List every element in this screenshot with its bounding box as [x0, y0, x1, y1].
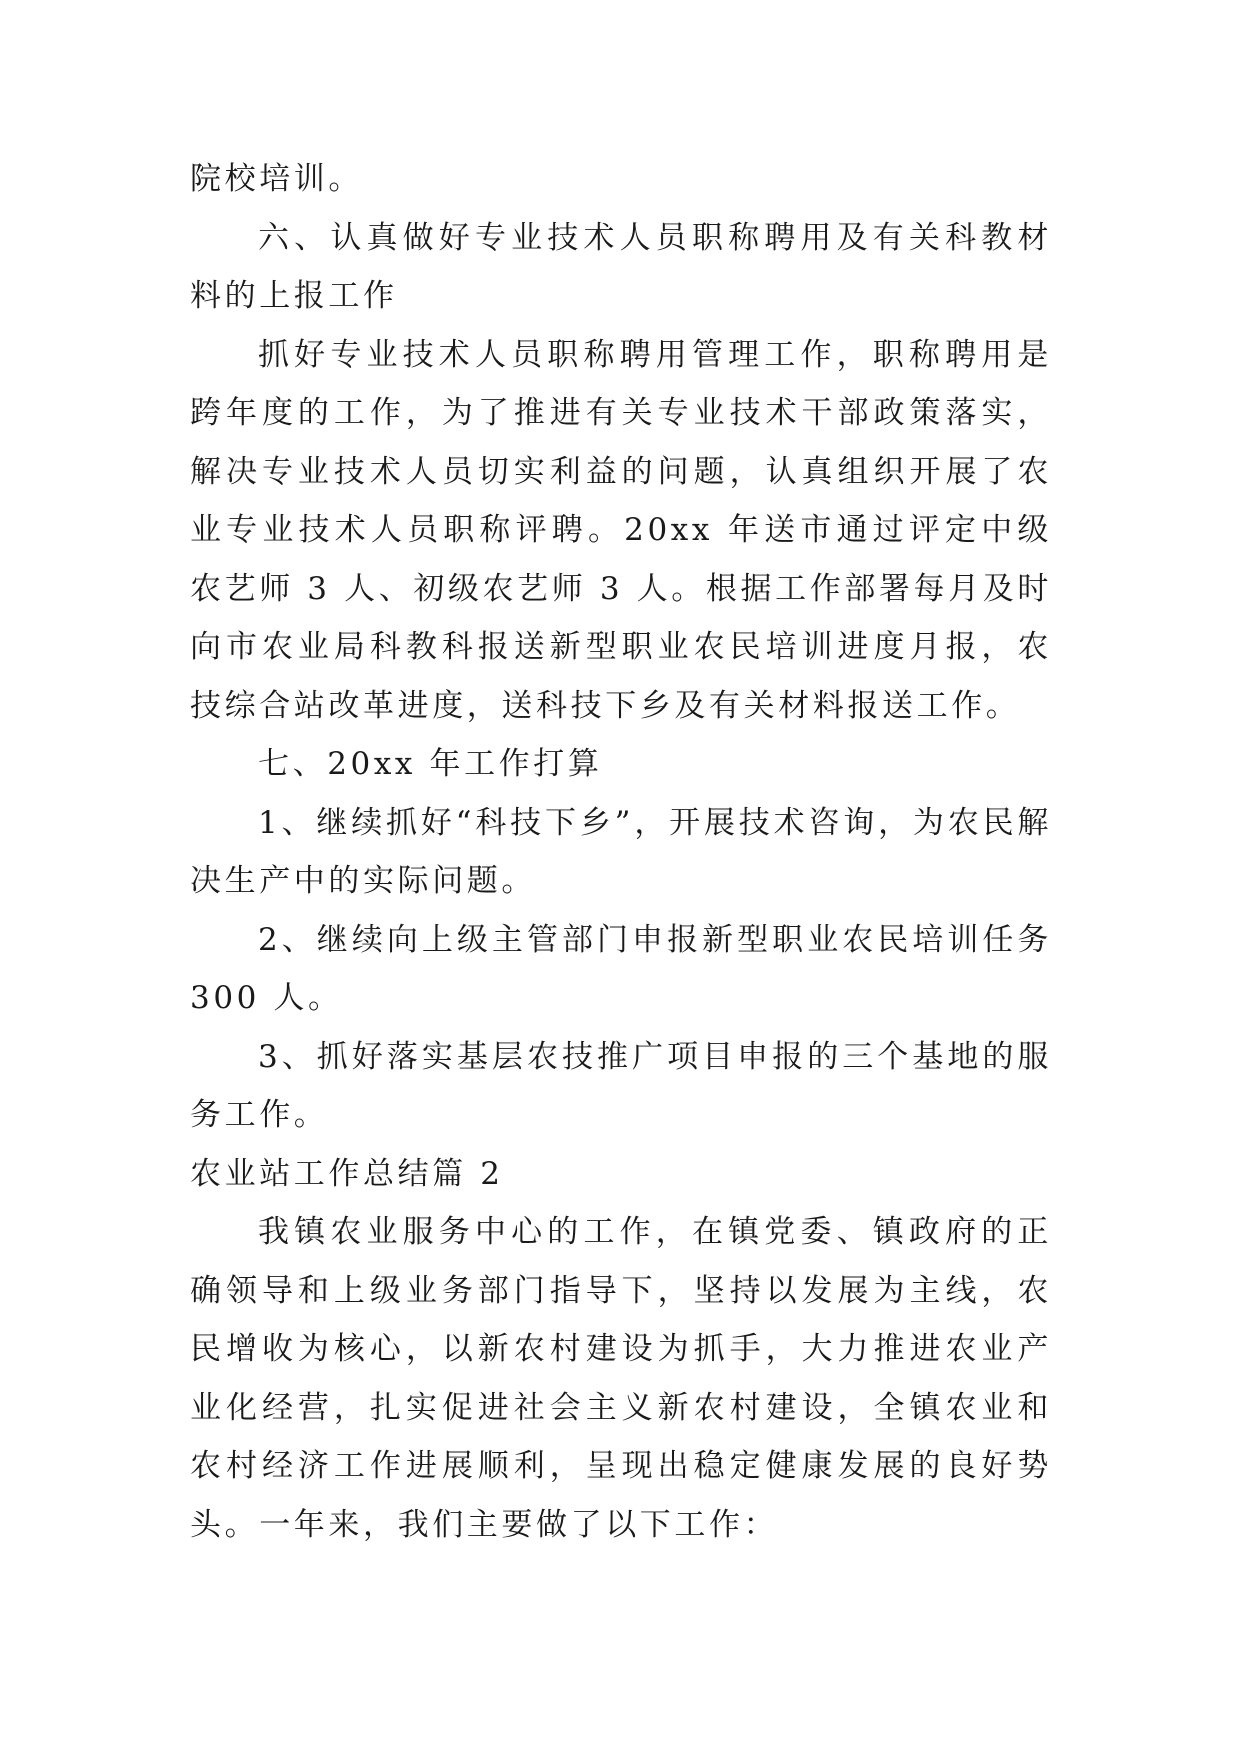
- section-heading-seven: 七、20xx 年工作打算: [258, 746, 603, 782]
- section-heading-six: 六、认真做好专业技术人员职称聘用及有关科教材料的上报工作: [190, 219, 1052, 314]
- paragraph-training-end: 院校培训。: [190, 161, 363, 197]
- plan-item-2: 2、继续向上级主管部门申报新型职业农民培训任务 300 人。: [190, 921, 1052, 1016]
- paragraph-title-appointment: 抓好专业技术人员职称聘用管理工作，职称聘用是跨年度的工作，为了推进有关专业技术干部政策落实，解决专业技术人员切实利益的问题，认真组织开展了农业专业技术人员职称评聘。20xx 年送市通过评定中级农艺师 3 人、初级农艺师 3 人。根据工作部署每月及时向市农业局科教科报送新型职业农民培训进度月报，农技综合站改革进度，送科技下乡及有关材料报送工作。: [190, 336, 1052, 724]
- plan-item-3: 3、抓好落实基层农技推广项目申报的三个基地的服务工作。: [190, 1038, 1052, 1133]
- article-title-2: 农业站工作总结篇 2: [190, 1155, 504, 1192]
- plan-item-1: 1、继续抓好“科技下乡”，开展技术咨询，为农民解决生产中的实际问题。: [190, 804, 1052, 899]
- document-body: [190, 150, 1052, 1554]
- paragraph-intro-2: 我镇农业服务中心的工作，在镇党委、镇政府的正确领导和上级业务部门指导下，坚持以发展为主线，农民增收为核心，以新农村建设为抓手，大力推进农业产业化经营，扎实促进社会主义新农村建设，全镇农业和农村经济工作进展顺利，呈现出稳定健康发展的良好势头。一年来，我们主要做了以下工作：: [190, 1214, 1052, 1543]
